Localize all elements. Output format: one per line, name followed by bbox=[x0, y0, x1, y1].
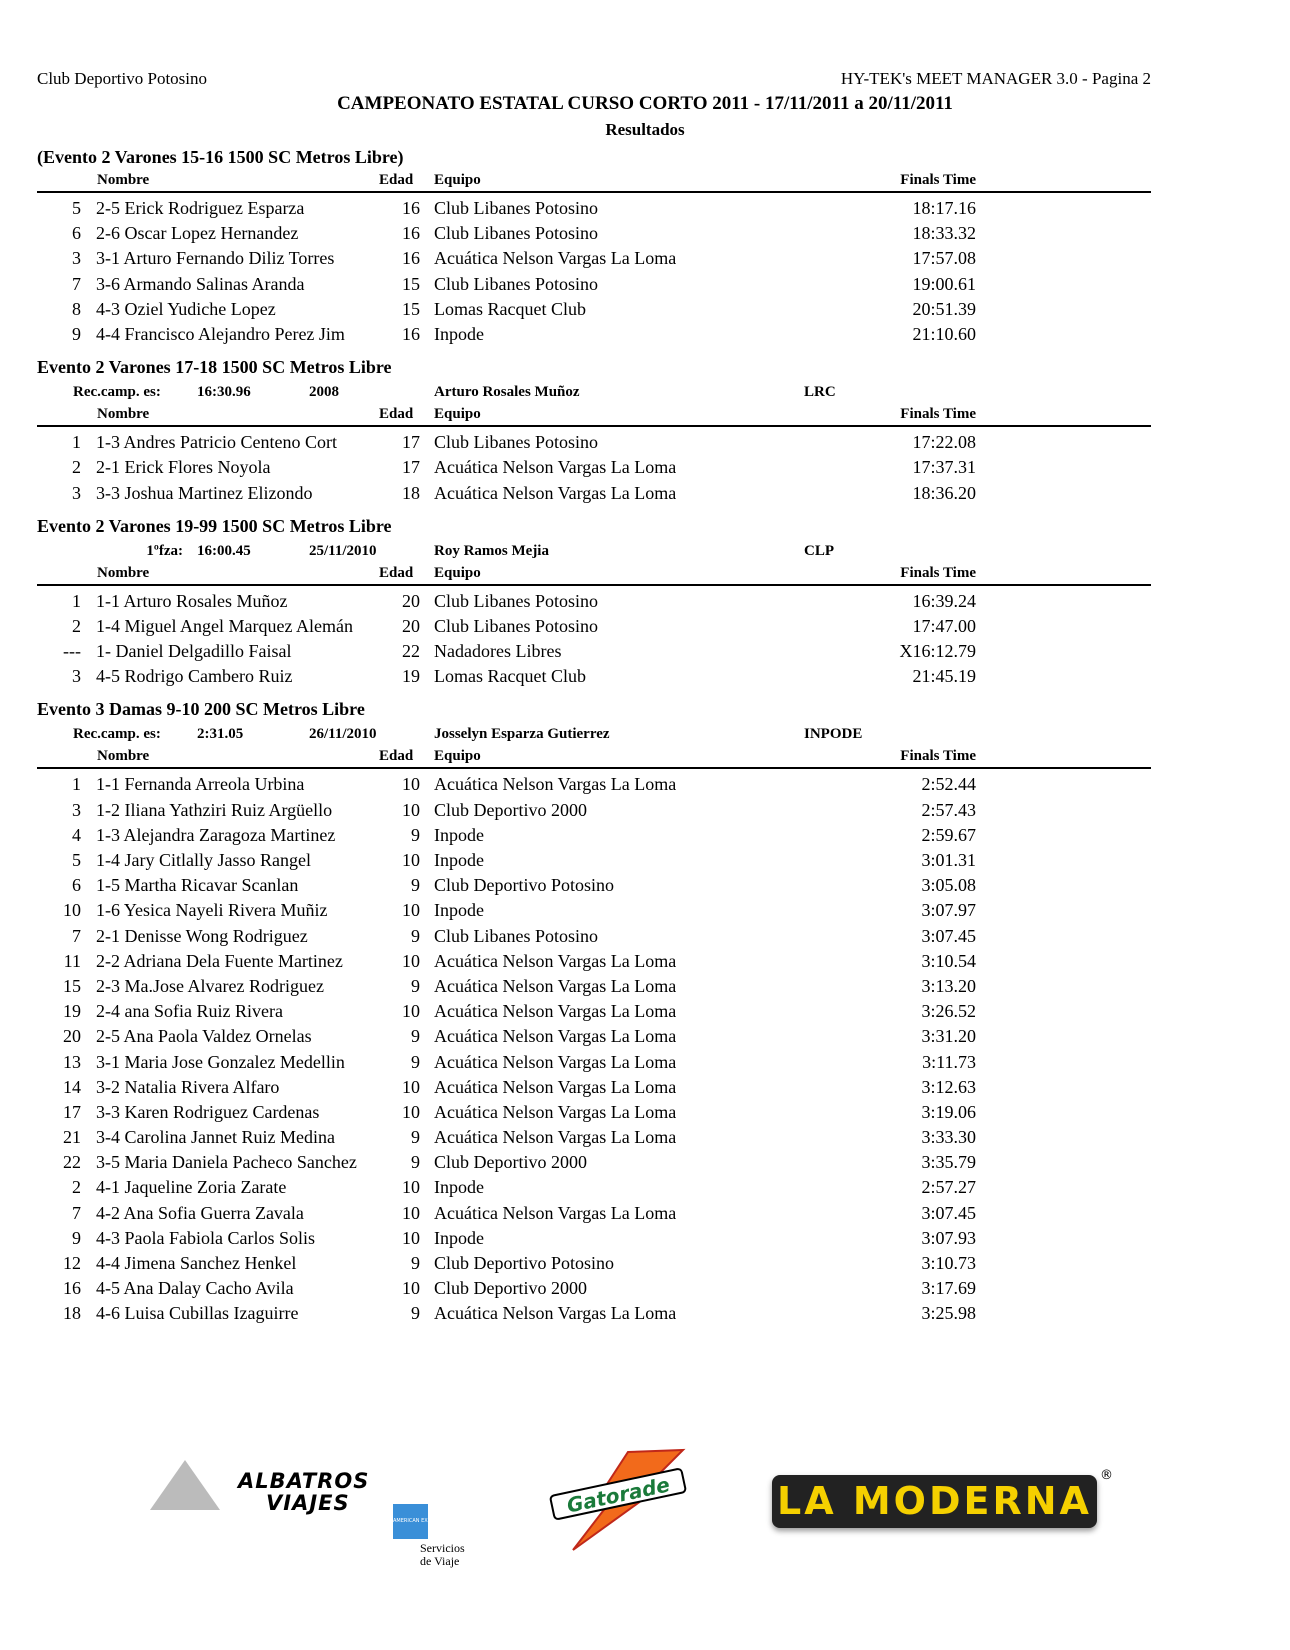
finals-time: 20:51.39 bbox=[912, 298, 976, 319]
swimmer-name: 2-2 Adriana Dela Fuente Martinez bbox=[96, 950, 343, 971]
swimmer-name: 4-6 Luisa Cubillas Izaguirre bbox=[96, 1303, 299, 1324]
swimmer-name: 1-4 Miguel Angel Marquez Alemán bbox=[96, 615, 353, 636]
team: Club Libanes Potosino bbox=[434, 273, 599, 294]
results-table bbox=[37, 193, 1151, 347]
swimmer-name: 4-4 Jimena Sanchez Henkel bbox=[96, 1253, 297, 1273]
header-age: Edad bbox=[379, 406, 414, 423]
finals-time: 3:05.08 bbox=[921, 875, 976, 896]
place: 6 bbox=[72, 223, 81, 244]
team: Club Deportivo Potosino bbox=[434, 1253, 615, 1273]
age: 9 bbox=[411, 925, 420, 946]
swimmer-name: 2-5 Ana Paola Valdez Ornelas bbox=[96, 1026, 312, 1047]
record-time: 2:31.05 bbox=[197, 726, 244, 743]
place: 5 bbox=[72, 198, 81, 218]
swimmer-name: 4-4 Francisco Alejandro Perez Jim bbox=[96, 323, 345, 344]
age: 10 bbox=[402, 774, 420, 795]
team: Club Libanes Potosino bbox=[434, 223, 599, 244]
swimmer-name: 1-6 Yesica Nayeli Rivera Muñiz bbox=[96, 900, 328, 921]
age: 10 bbox=[402, 950, 420, 971]
table-row bbox=[37, 898, 1151, 923]
table-row bbox=[37, 297, 1151, 322]
swimmer-name: 2-4 ana Sofia Ruiz Rivera bbox=[96, 1001, 283, 1022]
record-line bbox=[37, 380, 1151, 404]
place: 12 bbox=[63, 1253, 81, 1273]
swimmer-name: 1-2 Iliana Yathziri Ruiz Argüello bbox=[96, 799, 333, 820]
software-page-label: HY-TEK's MEET MANAGER 3.0 - Pagina 2 bbox=[840, 69, 1151, 88]
record-label: Rec.camp. es: bbox=[73, 384, 161, 401]
swimmer-name: 2-1 Erick Flores Noyola bbox=[96, 457, 271, 478]
events-list bbox=[37, 145, 1151, 1335]
event-title: (Evento 2 Varones 15-16 1500 SC Metros Libre) bbox=[37, 147, 404, 167]
place: 10 bbox=[63, 900, 81, 921]
place: 22 bbox=[63, 1152, 81, 1173]
swimmer-name: 3-4 Carolina Jannet Ruiz Medina bbox=[96, 1127, 335, 1148]
finals-time: 3:26.52 bbox=[921, 1001, 976, 1022]
age: 9 bbox=[411, 824, 420, 845]
finals-time: 2:57.27 bbox=[921, 1177, 976, 1198]
team: Club Deportivo Potosino bbox=[434, 875, 615, 896]
age: 9 bbox=[411, 1127, 420, 1148]
place: 21 bbox=[63, 1127, 81, 1148]
record-team: CLP bbox=[804, 542, 834, 559]
place: 6 bbox=[72, 875, 81, 896]
finals-time: 3:07.93 bbox=[921, 1227, 976, 1248]
swimmer-name: 2-6 Oscar Lopez Hernandez bbox=[96, 223, 299, 244]
team: Acuática Nelson Vargas La Loma bbox=[434, 457, 677, 478]
finals-time: 3:07.45 bbox=[921, 1202, 976, 1223]
table-row bbox=[37, 873, 1151, 898]
swimmer-name: 4-1 Jaqueline Zoria Zarate bbox=[96, 1177, 287, 1198]
place: 20 bbox=[63, 1026, 81, 1047]
age: 18 bbox=[402, 482, 420, 503]
age: 9 bbox=[411, 1152, 420, 1173]
place: 9 bbox=[72, 323, 81, 344]
results-table bbox=[37, 586, 1151, 690]
servicios-text: Servicios bbox=[420, 1541, 465, 1555]
finals-time: 2:57.43 bbox=[921, 799, 976, 820]
team: Inpode bbox=[434, 323, 484, 344]
results-table bbox=[37, 769, 1151, 1326]
place: 11 bbox=[63, 950, 81, 971]
place: 7 bbox=[72, 1202, 81, 1223]
finals-time: 17:22.08 bbox=[912, 432, 976, 453]
place: 15 bbox=[63, 975, 81, 996]
table-row bbox=[37, 1024, 1151, 1049]
finals-time: X16:12.79 bbox=[899, 641, 976, 662]
swimmer-name: 3-2 Natalia Rivera Alfaro bbox=[96, 1076, 280, 1097]
place: 18 bbox=[63, 1303, 81, 1324]
finals-time: 17:57.08 bbox=[912, 248, 976, 269]
swimmer-name: 4-5 Ana Dalay Cacho Avila bbox=[96, 1278, 294, 1299]
event-title: Evento 2 Varones 17-18 1500 SC Metros Libre bbox=[37, 357, 392, 378]
finals-time: 2:59.67 bbox=[921, 824, 976, 845]
header-age: Edad bbox=[379, 748, 414, 765]
table-row bbox=[37, 1251, 1151, 1276]
column-header bbox=[37, 170, 1151, 193]
team: Inpode bbox=[434, 1177, 484, 1198]
header-team: Equipo bbox=[434, 564, 481, 581]
age: 9 bbox=[411, 1051, 420, 1072]
swimmer-name: 4-3 Paola Fabiola Carlos Solis bbox=[96, 1227, 315, 1248]
age: 17 bbox=[402, 432, 420, 453]
age: 19 bbox=[402, 666, 420, 687]
team: Club Deportivo 2000 bbox=[434, 1152, 587, 1173]
place: 17 bbox=[63, 1101, 81, 1122]
place: 7 bbox=[72, 273, 81, 294]
column-header bbox=[37, 404, 1151, 427]
place: 3 bbox=[72, 482, 81, 503]
finals-time: 18:36.20 bbox=[912, 482, 976, 503]
finals-time: 3:31.20 bbox=[921, 1026, 976, 1047]
team: Club Deportivo 2000 bbox=[434, 1278, 587, 1299]
swimmer-name: 1-3 Alejandra Zaragoza Martinez bbox=[96, 824, 336, 845]
column-header bbox=[37, 746, 1151, 769]
team: Inpode bbox=[434, 900, 484, 921]
age: 16 bbox=[402, 198, 420, 218]
table-row bbox=[37, 1276, 1151, 1301]
swimmer-name: 4-2 Ana Sofia Guerra Zavala bbox=[96, 1202, 304, 1223]
team: Club Libanes Potosino bbox=[434, 925, 599, 946]
swimmer-name: 3-1 Maria Jose Gonzalez Medellin bbox=[96, 1051, 345, 1072]
team: Lomas Racquet Club bbox=[434, 666, 586, 687]
header-team: Equipo bbox=[434, 172, 481, 188]
place: 5 bbox=[72, 850, 81, 870]
age: 9 bbox=[411, 875, 420, 896]
record-line bbox=[37, 539, 1151, 563]
record-date: 26/11/2010 bbox=[309, 726, 377, 743]
swimmer-name: 1-5 Martha Ricavar Scanlan bbox=[96, 875, 299, 896]
results-table bbox=[37, 427, 1151, 506]
finals-time: 3:10.73 bbox=[921, 1253, 976, 1273]
record-date: 25/11/2010 bbox=[309, 542, 377, 559]
finals-time: 3:35.79 bbox=[921, 1152, 976, 1173]
header-name: Nombre bbox=[97, 406, 150, 423]
place: 1 bbox=[72, 432, 81, 453]
team: Inpode bbox=[434, 850, 484, 870]
table-row bbox=[37, 430, 1151, 455]
team: Acuática Nelson Vargas La Loma bbox=[434, 1001, 677, 1022]
table-row bbox=[37, 221, 1151, 246]
finals-time: 19:00.61 bbox=[912, 273, 976, 294]
finals-time: 3:11.73 bbox=[922, 1051, 976, 1072]
meet-title: CAMPEONATO ESTATAL CURSO CORTO 2011 - 17/11/2011 a 20/11/2011 bbox=[337, 93, 953, 114]
club-name: Club Deportivo Potosino bbox=[37, 69, 208, 88]
event-section bbox=[37, 355, 1151, 506]
header-finals-time: Finals Time bbox=[900, 172, 976, 188]
results-subtitle: Resultados bbox=[605, 120, 685, 139]
record-label: 1ºfza: bbox=[146, 542, 183, 559]
finals-time: 21:10.60 bbox=[912, 323, 976, 344]
event-title: Evento 3 Damas 9-10 200 SC Metros Libre bbox=[37, 699, 365, 720]
table-row bbox=[37, 322, 1151, 347]
finals-time: 3:01.31 bbox=[921, 850, 976, 870]
age: 10 bbox=[402, 1076, 420, 1097]
team: Nadadores Libres bbox=[434, 641, 562, 662]
place: 7 bbox=[72, 925, 81, 946]
record-holder: Roy Ramos Mejia bbox=[434, 542, 549, 559]
place: 16 bbox=[63, 1278, 81, 1299]
table-row bbox=[37, 974, 1151, 999]
age: 9 bbox=[411, 975, 420, 996]
header-team: Equipo bbox=[434, 748, 481, 765]
team: Acuática Nelson Vargas La Loma bbox=[434, 1051, 677, 1072]
table-row bbox=[37, 589, 1151, 614]
header-name: Nombre bbox=[97, 172, 150, 188]
table-row bbox=[37, 481, 1151, 506]
age: 10 bbox=[402, 850, 420, 870]
swimmer-name: 1-1 Fernanda Arreola Urbina bbox=[96, 774, 305, 795]
table-row bbox=[37, 455, 1151, 480]
place: 4 bbox=[72, 824, 81, 845]
place: 3 bbox=[72, 248, 81, 269]
place: 1 bbox=[72, 774, 81, 795]
finals-time: 3:17.69 bbox=[921, 1278, 976, 1299]
team: Acuática Nelson Vargas La Loma bbox=[434, 975, 677, 996]
age: 10 bbox=[402, 900, 420, 921]
swimmer-name: 1-1 Arturo Rosales Muñoz bbox=[96, 590, 288, 611]
finals-time: 3:25.98 bbox=[921, 1303, 976, 1324]
swimmer-name: 3-3 Joshua Martinez Elizondo bbox=[96, 482, 313, 503]
age: 20 bbox=[402, 615, 420, 636]
table-row bbox=[37, 924, 1151, 949]
de-viaje-text: de Viaje bbox=[420, 1554, 460, 1568]
team: Inpode bbox=[434, 824, 484, 845]
header-age: Edad bbox=[379, 172, 414, 188]
record-label: Rec.camp. es: bbox=[73, 726, 161, 743]
team: Club Libanes Potosino bbox=[434, 615, 599, 636]
age: 10 bbox=[402, 799, 420, 820]
table-row bbox=[37, 949, 1151, 974]
record-holder: Josselyn Esparza Gutierrez bbox=[434, 726, 610, 743]
record-time: 16:30.96 bbox=[197, 384, 251, 401]
header-name: Nombre bbox=[97, 564, 150, 581]
team: Acuática Nelson Vargas La Loma bbox=[434, 1202, 677, 1223]
team: Acuática Nelson Vargas La Loma bbox=[434, 774, 677, 795]
team: Acuática Nelson Vargas La Loma bbox=[434, 248, 677, 269]
age: 10 bbox=[402, 1278, 420, 1299]
gatorade-text: Gatorade bbox=[564, 1472, 672, 1518]
finals-time: 3:07.45 bbox=[921, 925, 976, 946]
amex-logo: AMERICAN EXPRESS bbox=[393, 1504, 428, 1539]
team: Acuática Nelson Vargas La Loma bbox=[434, 950, 677, 971]
place: 14 bbox=[63, 1076, 81, 1097]
albatros-text: ALBATROS bbox=[238, 1469, 370, 1493]
table-row bbox=[37, 272, 1151, 297]
event-section bbox=[37, 697, 1151, 1326]
table-row bbox=[37, 1075, 1151, 1100]
age: 15 bbox=[402, 298, 420, 319]
table-row bbox=[37, 614, 1151, 639]
place: 9 bbox=[72, 1227, 81, 1248]
record-team: LRC bbox=[804, 384, 836, 401]
table-row bbox=[37, 1175, 1151, 1200]
finals-time: 2:52.44 bbox=[921, 774, 976, 795]
team: Inpode bbox=[434, 1227, 484, 1248]
age: 15 bbox=[402, 273, 420, 294]
finals-time: 3:10.54 bbox=[921, 950, 976, 971]
age: 22 bbox=[402, 641, 420, 662]
swimmer-name: 3-5 Maria Daniela Pacheco Sanchez bbox=[96, 1152, 357, 1173]
swimmer-name: 2-3 Ma.Jose Alvarez Rodriguez bbox=[96, 975, 324, 996]
header-team: Equipo bbox=[434, 406, 481, 423]
age: 9 bbox=[411, 1026, 420, 1047]
record-time: 16:00.45 bbox=[197, 542, 251, 559]
place: 8 bbox=[72, 298, 81, 319]
team: Acuática Nelson Vargas La Loma bbox=[434, 1076, 677, 1097]
finals-time: 21:45.19 bbox=[912, 666, 976, 687]
table-row bbox=[37, 664, 1151, 689]
age: 10 bbox=[402, 1177, 420, 1198]
place: 13 bbox=[63, 1051, 81, 1072]
age: 20 bbox=[402, 590, 420, 611]
swimmer-name: 2-1 Denisse Wong Rodriguez bbox=[96, 925, 308, 946]
swimmer-name: 1-3 Andres Patricio Centeno Cort bbox=[96, 432, 337, 453]
table-row bbox=[37, 823, 1151, 848]
age: 9 bbox=[411, 1253, 420, 1273]
event-section bbox=[37, 514, 1151, 690]
event-title: Evento 2 Varones 19-99 1500 SC Metros Libre bbox=[37, 515, 392, 536]
age: 10 bbox=[402, 1101, 420, 1122]
finals-time: 3:13.20 bbox=[921, 975, 976, 996]
column-header bbox=[37, 563, 1151, 586]
finals-time: 3:33.30 bbox=[921, 1127, 976, 1148]
finals-time: 17:37.31 bbox=[912, 457, 976, 478]
sponsor-logos bbox=[0, 1440, 1275, 1570]
team: Lomas Racquet Club bbox=[434, 298, 586, 319]
finals-time: 16:39.24 bbox=[912, 590, 976, 611]
finals-time: 18:17.16 bbox=[912, 198, 976, 218]
table-row bbox=[37, 1150, 1151, 1175]
header-finals-time: Finals Time bbox=[900, 748, 976, 765]
la-moderna-logo: LA MODERNA bbox=[772, 1475, 1097, 1528]
age: 9 bbox=[411, 1303, 420, 1324]
place: 19 bbox=[63, 1001, 81, 1022]
table-row bbox=[37, 246, 1151, 271]
age: 10 bbox=[402, 1202, 420, 1223]
place: 1 bbox=[72, 590, 81, 611]
record-line bbox=[37, 722, 1151, 746]
finals-time: 18:33.32 bbox=[912, 223, 976, 244]
age: 17 bbox=[402, 457, 420, 478]
table-row bbox=[37, 798, 1151, 823]
age: 16 bbox=[402, 223, 420, 244]
place: 2 bbox=[72, 457, 81, 478]
finals-time: 17:47.00 bbox=[912, 615, 976, 636]
finals-time: 3:07.97 bbox=[921, 900, 976, 921]
swimmer-name: 3-1 Arturo Fernando Diliz Torres bbox=[96, 248, 335, 269]
place: 3 bbox=[72, 666, 81, 687]
team: Club Libanes Potosino bbox=[434, 198, 599, 218]
team: Club Deportivo 2000 bbox=[434, 799, 587, 820]
age: 10 bbox=[402, 1227, 420, 1248]
gatorade-logo bbox=[543, 1450, 693, 1550]
table-row bbox=[37, 1301, 1151, 1326]
table-row bbox=[37, 1100, 1151, 1125]
finals-time: 3:12.63 bbox=[921, 1076, 976, 1097]
age: 10 bbox=[402, 1001, 420, 1022]
viajes-text: VIAJES bbox=[266, 1491, 350, 1515]
table-row bbox=[37, 999, 1151, 1024]
swimmer-name: 1- Daniel Delgadillo Faisal bbox=[96, 641, 292, 662]
swimmer-name: 3-3 Karen Rodriguez Cardenas bbox=[96, 1101, 320, 1122]
place: 2 bbox=[72, 1177, 81, 1198]
team: Club Libanes Potosino bbox=[434, 432, 599, 453]
header-finals-time: Finals Time bbox=[900, 406, 976, 423]
swimmer-name: 3-6 Armando Salinas Aranda bbox=[96, 273, 305, 294]
record-team: INPODE bbox=[804, 726, 863, 743]
team: Acuática Nelson Vargas La Loma bbox=[434, 1101, 677, 1122]
team: Acuática Nelson Vargas La Loma bbox=[434, 1026, 677, 1047]
place: 3 bbox=[72, 799, 81, 820]
table-row bbox=[37, 196, 1151, 221]
finals-time: 3:19.06 bbox=[921, 1101, 976, 1122]
swimmer-name: 1-4 Jary Citlally Jasso Rangel bbox=[96, 850, 311, 870]
table-row bbox=[37, 1201, 1151, 1226]
team: Acuática Nelson Vargas La Loma bbox=[434, 1127, 677, 1148]
header-name: Nombre bbox=[97, 748, 150, 765]
table-row bbox=[37, 1226, 1151, 1251]
team: Club Libanes Potosino bbox=[434, 590, 599, 611]
age: 16 bbox=[402, 248, 420, 269]
team: Acuática Nelson Vargas La Loma bbox=[434, 1303, 677, 1324]
table-row bbox=[37, 772, 1151, 797]
header-finals-time: Finals Time bbox=[900, 564, 976, 581]
table-row bbox=[37, 1125, 1151, 1150]
albatros-triangle-icon bbox=[150, 1460, 220, 1510]
registered-mark: ® bbox=[1100, 1468, 1113, 1483]
record-date: 2008 bbox=[309, 384, 339, 401]
table-row bbox=[37, 1050, 1151, 1075]
event-section bbox=[37, 145, 1151, 347]
place: --- bbox=[63, 641, 81, 662]
team: Acuática Nelson Vargas La Loma bbox=[434, 482, 677, 503]
swimmer-name: 4-3 Oziel Yudiche Lopez bbox=[96, 298, 276, 319]
header-age: Edad bbox=[379, 564, 414, 581]
table-row bbox=[37, 848, 1151, 873]
age: 16 bbox=[402, 323, 420, 344]
place: 2 bbox=[72, 615, 81, 636]
table-row bbox=[37, 639, 1151, 664]
record-holder: Arturo Rosales Muñoz bbox=[434, 384, 580, 401]
swimmer-name: 2-5 Erick Rodriguez Esparza bbox=[96, 198, 305, 218]
swimmer-name: 4-5 Rodrigo Cambero Ruiz bbox=[96, 666, 293, 687]
